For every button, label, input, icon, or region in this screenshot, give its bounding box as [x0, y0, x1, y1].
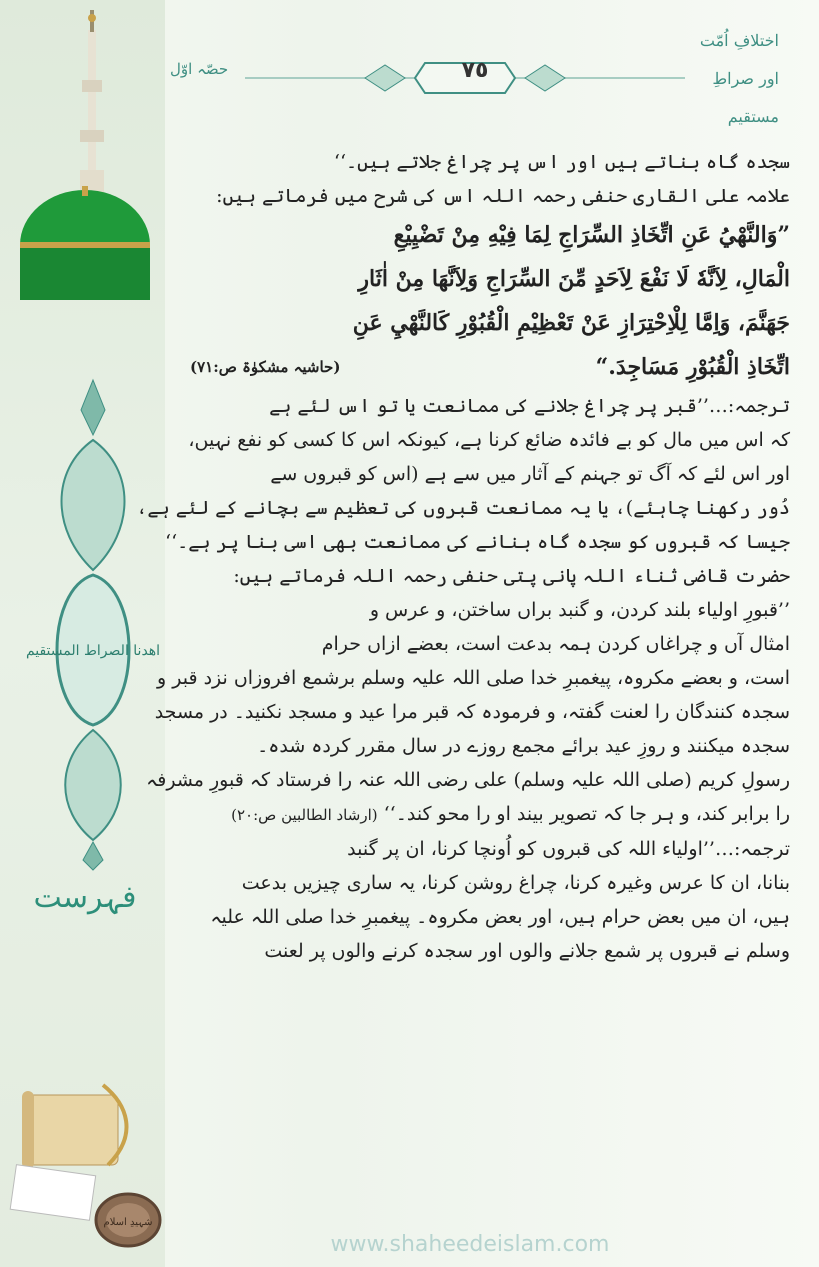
text-line: بنانا، ان کا عرس وغیرہ کرنا، چراغ روشن کرنا، یہ ساری چیزیں بدعت	[241, 872, 790, 894]
text-line: جیسا کہ قبروں کو سجدہ گاہ بنانے کی ممانعت بھی اسی بنا پر ہے۔‘‘	[165, 531, 790, 553]
index-link[interactable]: فہرست	[33, 880, 137, 915]
reference-citation: (حاشیہ مشکوٰۃ ص:٧١)	[190, 358, 341, 376]
scroll-quill-stamp-image	[8, 1085, 158, 1255]
green-dome-minaret-image	[10, 10, 160, 300]
arabic-quote-line: اتِّخَاذِ الْقُبُوْرِ مَسَاجِدَ.“	[595, 354, 790, 380]
text-line: وسلم نے قبروں پر شمع جلانے والوں اور سجدہ کرنے والوں پر لعنت	[264, 940, 790, 962]
text-line: سجدہ کنندگان را لعنت گفتہ، و فرمودہ کہ قبر مرا عید و مسجد نکنید۔ در مسجد	[154, 701, 790, 723]
arabic-quote-line: جَهَنَّمَ، وَاِمَّا لِلْاِحْتِرَازِ عَنْ تَعْظِيْمِ الْقُبُوْرِ كَالنَّهْيِ عَنِ	[352, 310, 790, 336]
book-title	[669, 22, 779, 136]
text-line: سجدہ گاہ بناتے ہیں اور اس پر چراغ جلاتے ہیں۔‘‘	[333, 151, 790, 173]
text-line: امثال آں و چراغاں کردن ہمہ بدعت است، بعضے ازاں حرام	[321, 633, 790, 655]
reference-citation: (ارشاد الطالبین ص:٢٠)	[231, 806, 378, 824]
text-line: کہ اس میں مال کو بے فائدہ ضائع کرنا ہے، کیونکہ اس کا کسی کو نفع نہیں،	[188, 429, 790, 451]
text-line: ترجمہ:…’’اولیاء اللہ کی قبروں کو اُونچا کرنا، ان پر گنبد	[347, 838, 790, 860]
text-line: حضرت قاضی ثناء اللہ پانی پتی حنفی رحمہ اللہ فرماتے ہیں:	[233, 565, 790, 587]
text-line: ’’قبورِ اولیاء بلند کردن، و گنبد براں ساختن، و عرس و	[369, 599, 790, 621]
part-label: حصّہ اوّل	[170, 60, 229, 78]
arabic-quote-line: ”وَالنَّهْيُ عَنِ اتِّخَاذِ السِّرَاجِ لِمَا فِيْهِ مِنْ تَضْيِيْعِ	[393, 222, 790, 248]
text-line: رسولِ کریم (صلی اللہ علیہ وسلم) علی رضی اللہ عنہ را فرستاد کہ قبورِ مشرفہ	[146, 769, 790, 791]
text-line: ہیں، ان میں بعض حرام ہیں، اور بعض مکروہ۔ پیغمبرِ خدا صلی اللہ علیہ	[210, 906, 790, 928]
arabic-quote-last-line	[190, 345, 790, 389]
text-line-with-reference	[190, 797, 790, 832]
text-line: دُور رکھنا چاہئے)، یا یہ ممانعت قبروں کی تعظیم سے بچانے کے لئے ہے،	[136, 497, 790, 519]
text-line: است، و بعضے مکروہ، پیغمبرِ خدا صلی اللہ علیہ وسلم برشمع افروزاں نزد قبر و	[157, 667, 790, 689]
page-content	[136, 145, 790, 968]
arabic-quote-line: الْمَالِ، لِاَنَّهٗ لَا نَفْعَ لِاَحَدٍ مِّنَ السِّرَاجِ وَلِاَنَّهَا مِنْ اٰثَارِ	[358, 266, 790, 292]
website-url-link[interactable]: www.shaheedeislam.com	[330, 1232, 610, 1257]
calligraphy-emblem-ornament	[25, 380, 161, 870]
emblem-text: اهدنا الصراط المستقيم	[25, 643, 161, 659]
book-title-line-1: اختلافِ اُمّت	[699, 31, 779, 50]
book-title-line-2: اور صراطِ مستقیم	[712, 69, 779, 126]
text-segment: را برابر کند، و ہر جا کہ تصویر بیند او را محو کند۔‘‘	[383, 803, 790, 825]
text-line: ترجمہ:…’’قبر پر چراغ جلانے کی ممانعت یا تو اس لئے ہے	[269, 395, 790, 417]
stamp-text: شہیدِ اسلام	[103, 1217, 153, 1228]
text-line: علامہ علی القاری حنفی رحمہ اللہ اس کی شرح میں فرماتے ہیں:	[216, 185, 790, 207]
text-line: اور اس لئے کہ آگ تو جہنم کے آثار میں سے ہے (اس کو قبروں سے	[270, 463, 790, 485]
text-line: سجدہ میکنند و روزِ عید برائے مجمع روزے در سال مقرر کردہ شدہ۔	[257, 735, 790, 757]
page-number: ٧٥	[461, 58, 489, 83]
